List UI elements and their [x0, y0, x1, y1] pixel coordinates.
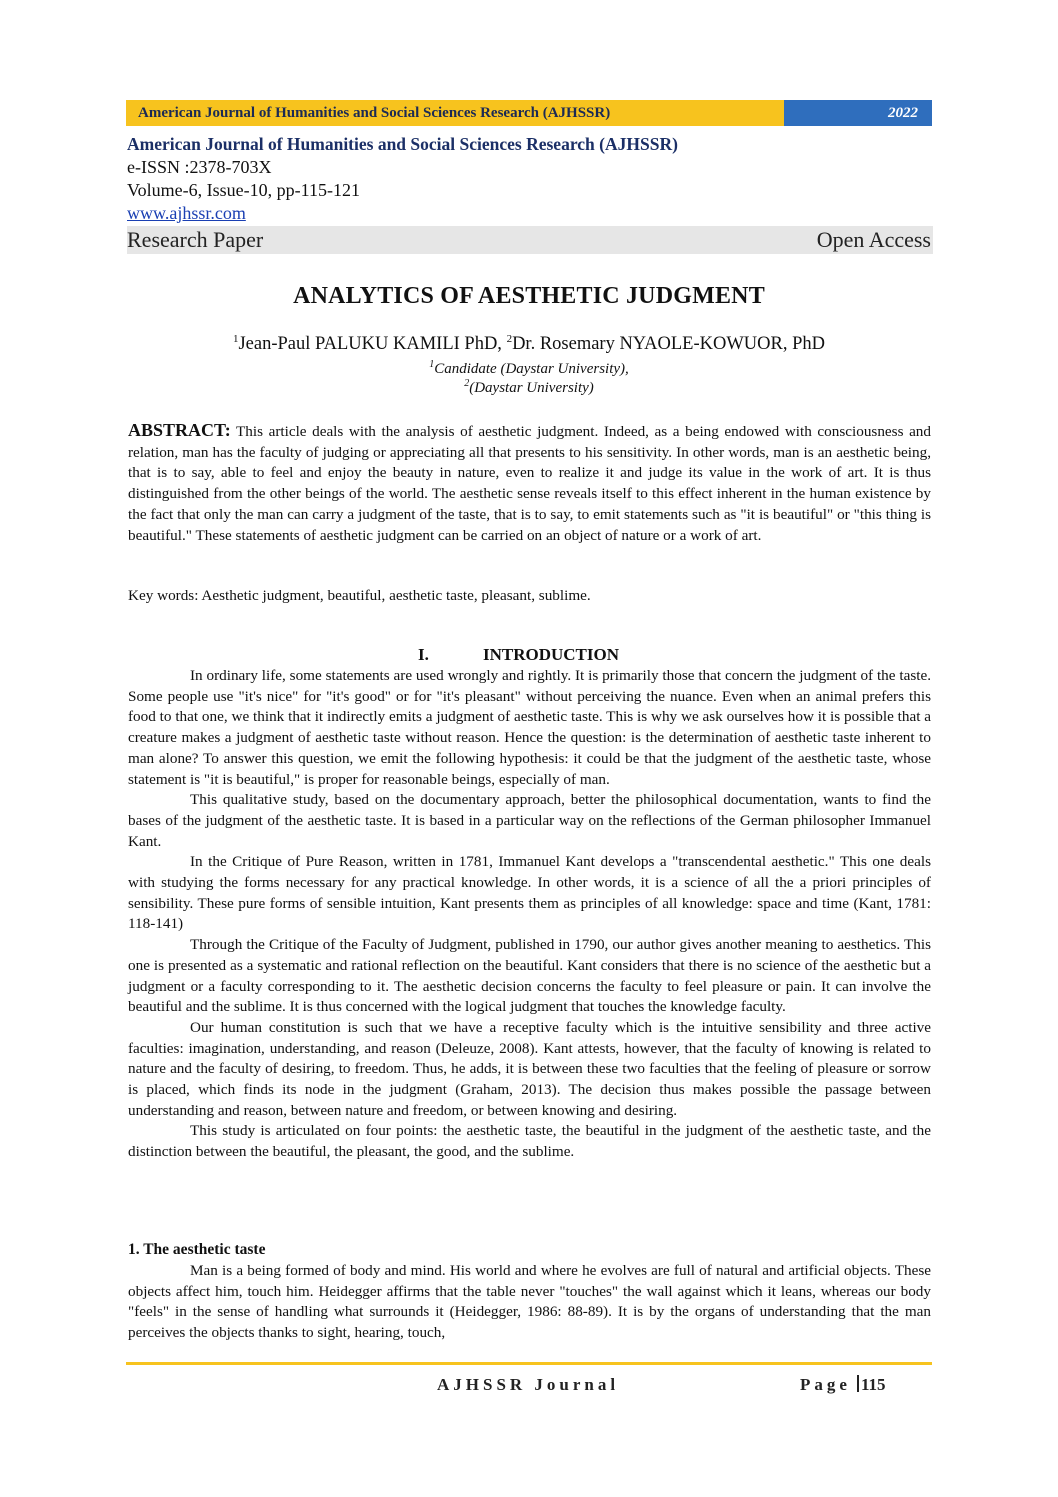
paragraph: In ordinary life, some statements are used wrongly and rightly. It is primarily those that concern the judgment of the taste. Some people use "it's nice" for "it's good" or for "it's pleasant" without perceiving the nuance. Even when an animal prefers this food to that one, we think that it indirectly emits a judgment of aesthetic taste. This is why we ask ourselves how it is possible that a creature makes a judgment of aesthetic taste without reason. Hence the question: is the determination of aesthetic taste inherent to man alone? To answer this question, we emit the following hypothesis: it could be that the judgment of the aesthetic taste, whose statement is "it is beautiful," is proper for reasonable beings, especially of man.: [128, 667, 931, 788]
running-header: [126, 100, 932, 126]
paragraph: Through the Critique of the Faculty of Judgment, published in 1790, our author gives another meaning to aesthetics. This one is presented as a systematic and rational reflection on the beautiful. Kant considers that there is no science of the aesthetic but a judgment or a faculty corresponding to it. The aesthetic decision concerns the faculty to feel pleasure or pain. It can involve the beautiful and the sublime. It is thus concerned with the logical judgment that touches the knowledge faculty.: [128, 936, 931, 1016]
affiliation1-superscript: 1: [429, 359, 435, 370]
open-access-label: Open Access: [816, 227, 931, 252]
paragraph: In the Critique of Pure Reason, written in 1781, Immanuel Kant develops a "transcendental aesthetic." This one deals with studying the forms necessary for any practical knowledge. In other words, it is a science of all the a priori principles of sensibility. These pure forms of sensible intuition, Kant presents them as principles of all knowledge: space and time (Kant, 1781: 118-141): [128, 853, 931, 933]
paragraph: This study is articulated on four points: the aesthetic taste, the beautiful in the judgment of the aesthetic taste, and the distinction between the beautiful, the pleasant, the good, and the sublime.: [128, 1122, 931, 1161]
article-type-bar: [127, 226, 933, 254]
author-line: [0, 333, 1058, 355]
affiliation-2: [0, 378, 1058, 397]
affiliation2-text: (Daystar University): [469, 380, 594, 396]
affiliation1-text: Candidate (Daystar University),: [434, 361, 629, 377]
article-type: Research Paper: [127, 227, 264, 252]
running-header-year: 2022: [784, 100, 932, 126]
volume-issue: Volume-6, Issue-10, pp-115-121: [127, 180, 360, 200]
journal-url-link[interactable]: www.ajhssr.com: [127, 203, 246, 223]
abstract-text: This article deals with the analysis of aesthetic judgment. Indeed, as a being endowed with consciousness and relation, man has the faculty of judging or appreciating all that presents to his sensitivity. In other words, man is an aesthetic being, that is to say, able to feel and enjoy the beauty in nature, even to realize it and judge its value in the work of art. It is thus distinguished from the other beings of the world. The aesthetic sense reveals itself to this effect inherent in the human existence by the fact that only the man can carry a judgment of the taste, that is to say, to emit statements such as "it is beautiful" or "this thing is beautiful." These statements of aesthetic judgment can be carried on an object of nature or a work of art.: [128, 423, 931, 544]
author1-superscript: 1: [232, 333, 239, 345]
paragraph: This qualitative study, based on the documentary approach, better the philosophical documentation, wants to find the bases of the judgment of the aesthetic taste. It is based in a particular way on the reflections of the German philosopher Immanuel Kant.: [128, 791, 931, 850]
footer-page-label: Page: [800, 1375, 851, 1394]
abstract-label: ABSTRACT:: [128, 420, 231, 440]
issn: e-ISSN :2378-703X: [127, 157, 272, 177]
running-header-journal: American Journal of Humanities and Social Sciences Research (AJHSSR): [126, 100, 784, 126]
paper-title: ANALYTICS OF AESTHETIC JUDGMENT: [293, 283, 765, 309]
section-number: I.: [418, 645, 429, 664]
keywords: [128, 586, 931, 607]
paragraph: Man is a being formed of body and mind. His world and where he evolves are full of natural and artificial objects. These objects affect him, touch him. Heidegger affirms that the table never "touches" the wall against which it leans, whereas our body "feels" in the sense of handling what surrounds it (Heidegger, 1986: 88-89). It is by the organs of understanding that the man perceives the objects thanks to sight, hearing, touch,: [128, 1262, 931, 1342]
journal-name: American Journal of Humanities and Social Sciences Research (AJHSSR): [127, 134, 678, 154]
journal-meta-block: [127, 132, 933, 254]
footer-rule: [126, 1362, 932, 1365]
footer-page: [800, 1375, 886, 1395]
affiliation-1: [0, 359, 1058, 378]
section-title: INTRODUCTION: [483, 645, 620, 664]
footer-page-number: 115: [860, 1375, 886, 1394]
footer-journal: AJHSSR Journal: [437, 1375, 620, 1394]
author2-name: Dr. Rosemary NYAOLE-KOWUOR, PhD: [512, 334, 825, 355]
subsection-body: [128, 1261, 931, 1344]
subsection-heading: 1. The aesthetic taste: [128, 1241, 266, 1258]
affiliation2-superscript: 2: [464, 378, 470, 389]
footer-divider: [857, 1375, 859, 1392]
introduction-body: [128, 666, 931, 1163]
paragraph: Our human constitution is such that we have a receptive faculty which is the intuitive sensibility and three active faculties: imagination, understanding, and reason (Deleuze, 2008). Kant attests, however, that the faculty of knowing is related to nature and the faculty of desiring, to freedom. Thus, he adds, it is between these two faculties that the feeling of pleasure or sorrow is placed, which finds its node in the judgment (Graham, 2013). The decision thus makes possible the passage between understanding and reason, between nature and freedom, or between knowing and desiring.: [128, 1018, 931, 1119]
keywords-text: Key words: Aesthetic judgment, beautiful, aesthetic taste, pleasant, sublime.: [128, 587, 591, 604]
author2-superscript: 2: [506, 333, 513, 345]
abstract: [128, 420, 931, 546]
author1-name: Jean-Paul PALUKU KAMILI PhD,: [238, 334, 507, 355]
